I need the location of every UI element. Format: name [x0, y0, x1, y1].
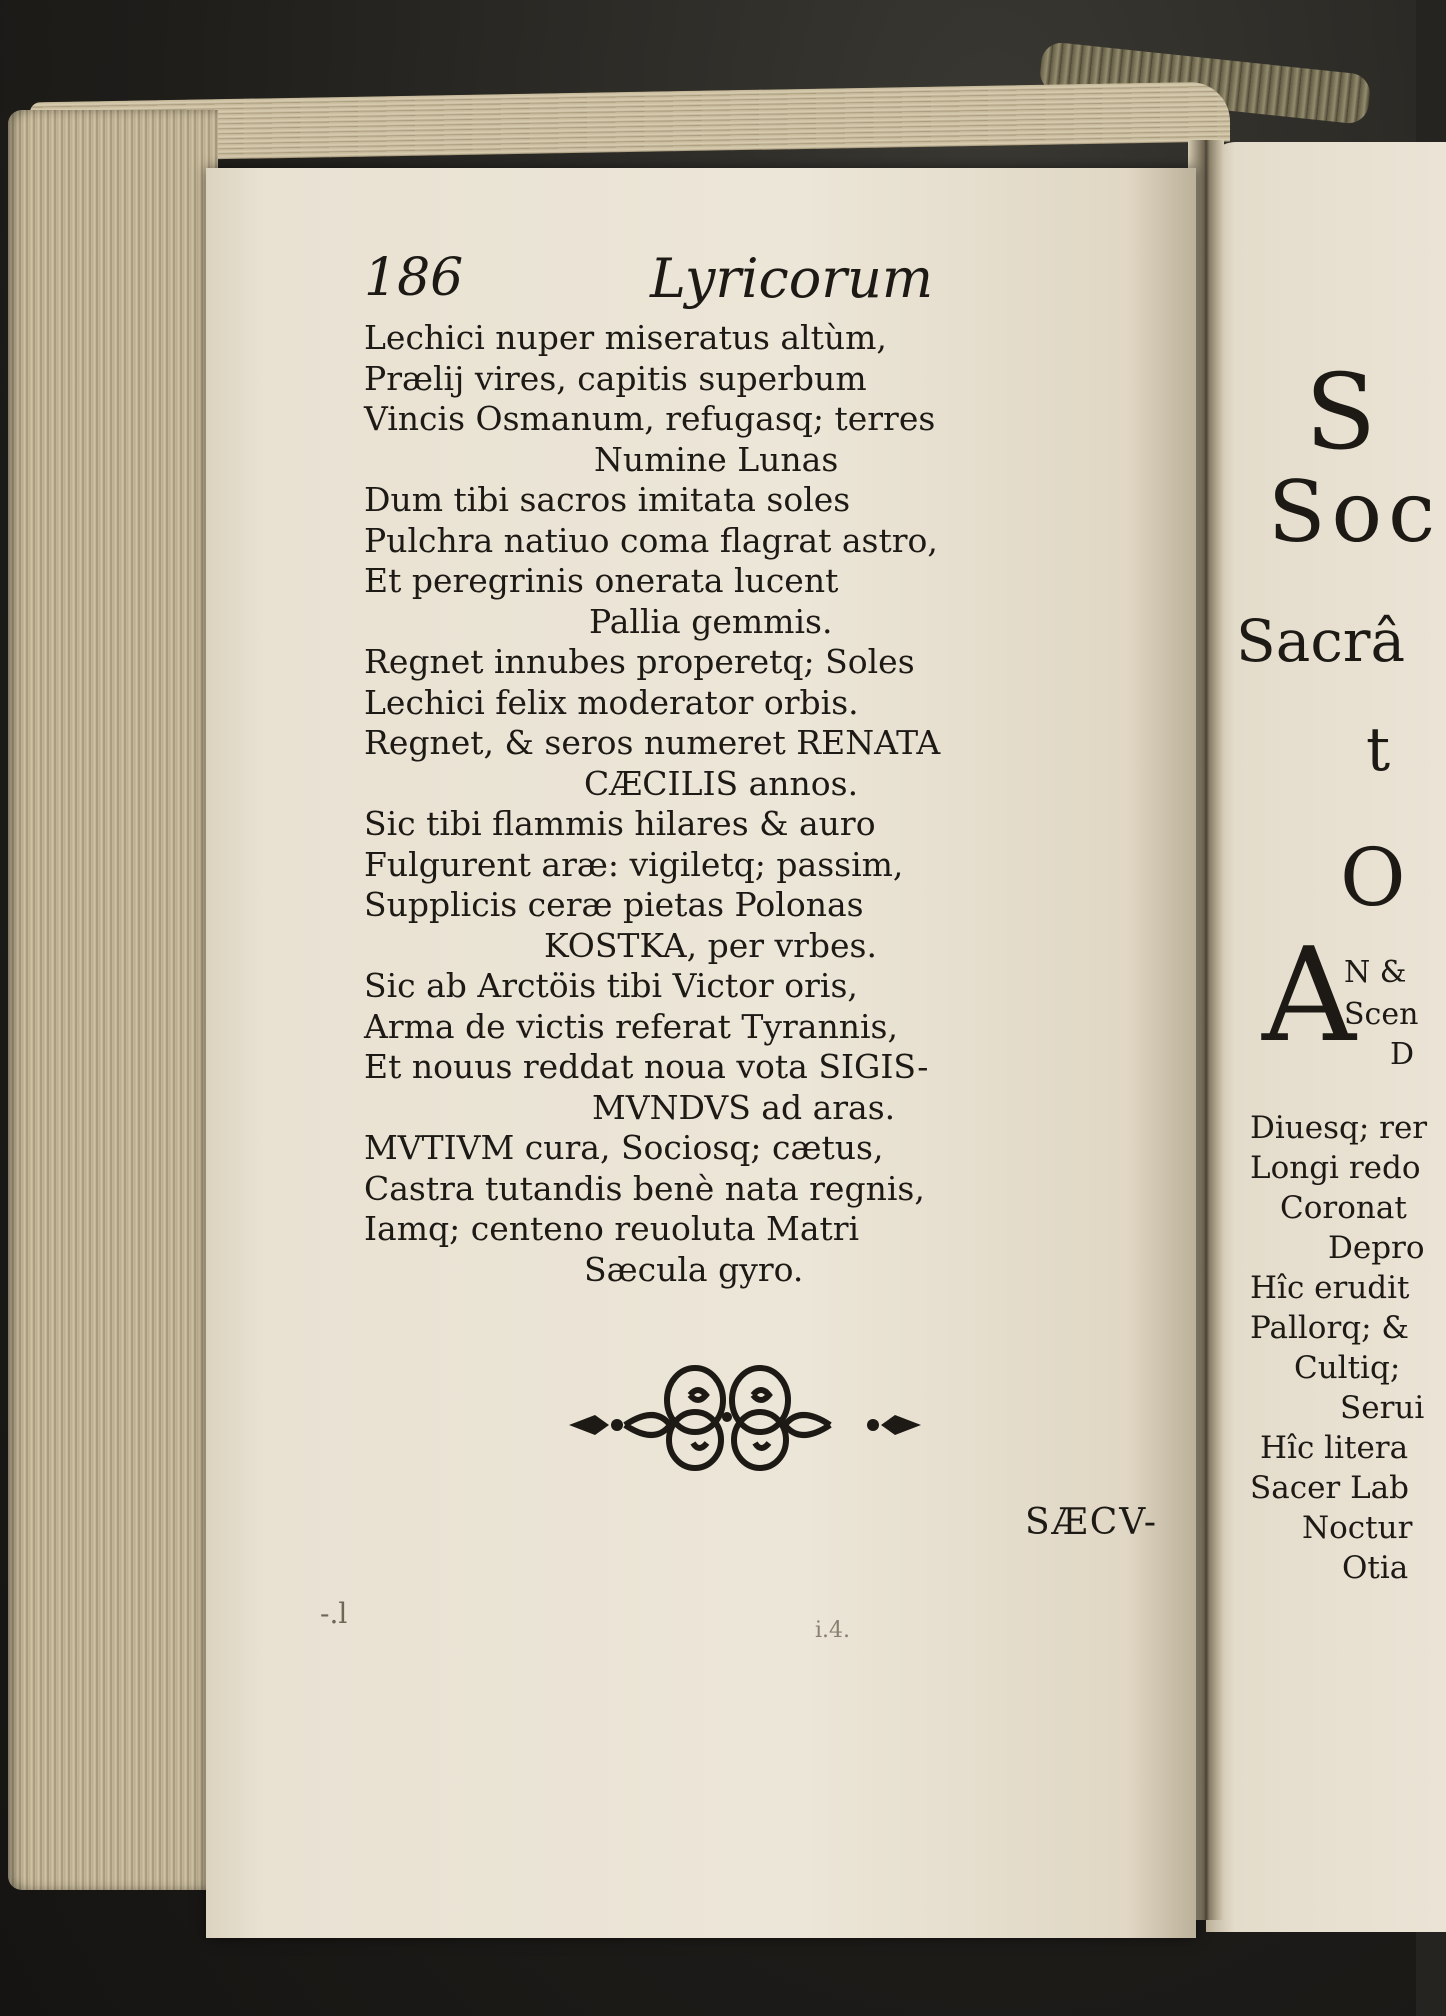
- verse-block: [364, 318, 940, 1290]
- verse-line: Sic tibi flammis hilares & auro: [364, 804, 876, 843]
- right-title-line: Soc: [1268, 463, 1442, 561]
- right-title-line: Sacrâ: [1236, 607, 1406, 675]
- right-body-line: Noctur: [1302, 1510, 1413, 1546]
- verse-line: CÆCILIS annos.: [584, 763, 859, 803]
- verse-line: MVNDVS ad aras.: [592, 1087, 896, 1127]
- right-body-line: Depro: [1328, 1230, 1425, 1266]
- verse-line: Lechici felix moderator orbis.: [364, 682, 859, 722]
- right-drop-line: Scen: [1344, 997, 1419, 1032]
- page-number: 186: [364, 248, 464, 308]
- verse-line: Et nouus reddat noua vota SIGIS-: [364, 1047, 929, 1086]
- page-edges-left: [8, 110, 218, 1890]
- verse-line: MVTIVM cura, Sociosq; cætus,: [364, 1128, 884, 1167]
- verse-line: Et peregrinis onerata lucent: [364, 561, 839, 600]
- verse-line: KOSTKA, per vrbes.: [544, 925, 877, 965]
- verse-line: Castra tutandis benè nata regnis,: [364, 1168, 925, 1208]
- verse-line: Pulchra natiuo coma flagrat astro,: [364, 520, 938, 560]
- verse-line: Sæcula gyro.: [584, 1249, 804, 1289]
- verse-line: Regnet, & seros numeret RENATA: [364, 723, 941, 762]
- right-body-line: Hîc litera: [1260, 1430, 1409, 1466]
- stray-mark: -.l: [320, 1597, 348, 1630]
- right-body-line: Diuesq; rer: [1250, 1110, 1428, 1146]
- right-body-line: Cultiq;: [1294, 1350, 1401, 1386]
- right-drop-line: D: [1390, 1037, 1415, 1072]
- right-body-line: Serui: [1340, 1390, 1425, 1426]
- verse-line: Numine Lunas: [594, 439, 839, 479]
- right-body: [1250, 1108, 1427, 1588]
- stray-mark: i.4.: [815, 1618, 851, 1643]
- right-body-line: Pallorq; &: [1250, 1310, 1409, 1346]
- catchword: SÆCV-: [1025, 1502, 1159, 1543]
- verse-line: Regnet innubes properetq; Soles: [364, 642, 915, 681]
- right-title-line: t: [1366, 715, 1391, 785]
- verse-line: Iamq; centeno reuoluta Matri: [364, 1209, 860, 1248]
- verse-line: Dum tibi sacros imitata soles: [364, 480, 851, 519]
- verse-line: Fulgurent aræ: vigiletq; passim,: [364, 844, 904, 884]
- drop-cap: A: [1262, 919, 1356, 1071]
- right-body-line: Longi redo: [1250, 1150, 1421, 1186]
- verse-line: Sic ab Arctöis tibi Victor oris,: [364, 966, 858, 1005]
- verse-line: Prælij vires, capitis superbum: [364, 358, 867, 398]
- verse-line: Pallia gemmis.: [589, 601, 833, 641]
- running-head: Lyricorum: [650, 247, 934, 310]
- printers-ornament: [565, 1355, 925, 1475]
- right-body-line: Otia: [1342, 1550, 1409, 1586]
- right-body-line: Hîc erudit: [1250, 1270, 1410, 1306]
- right-drop-line: N &: [1344, 955, 1407, 990]
- verse-line: Lechici nuper miseratus altùm,: [364, 318, 887, 357]
- right-title-line: O: [1340, 831, 1406, 924]
- right-title-line: S: [1305, 351, 1377, 473]
- verse-line: Supplicis ceræ pietas Polonas: [364, 885, 864, 924]
- right-body-line: Coronat: [1280, 1190, 1407, 1226]
- right-body-line: Sacer Lab: [1250, 1470, 1410, 1506]
- verse-line: Arma de victis referat Tyrannis,: [364, 1006, 898, 1046]
- verse-line: Vincis Osmanum, refugasq; terres: [364, 399, 936, 438]
